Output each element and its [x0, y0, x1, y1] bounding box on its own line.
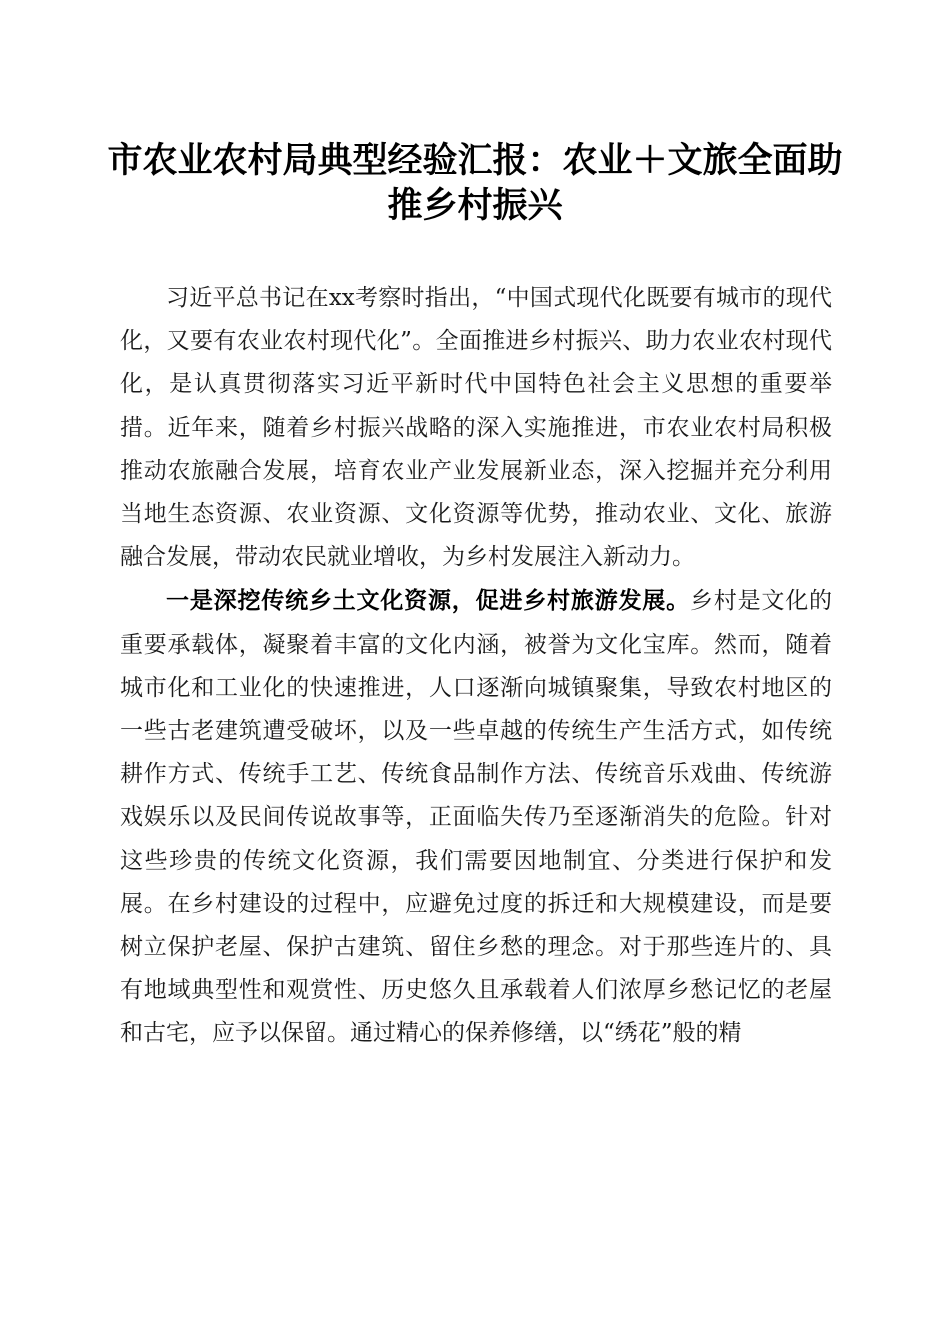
document-body: [120, 276, 832, 1056]
document-title: 市农业农村局典型经验汇报：农业＋文旅全面助推乡村振兴: [107, 140, 843, 226]
paragraph-lead: 一是深挖传统乡土文化资源，促进乡村旅游发展。: [166, 587, 690, 615]
paragraph-text: 乡村是文化的重要承载体，凝聚着丰富的文化内涵，被誉为文化宝库。然而，随着城市化和工业化的快速推进，人口逐渐向城镇聚集，导致农村地区的一些古老建筑遭受破坏，以及一些卓越的传统生产生活方式，如传统耕作方式、传统手工艺、传统食品制作方法、传统音乐戏曲、传统游戏娱乐以及民间传说故事等，正面临失传乃至逐渐消失的危险。针对这些珍贵的传统文化资源，我们需要因地制宜、分类进行保护和发展。在乡村建设的过程中，应避免过度的拆迁和大规模建设，而是要树立保护老屋、保护古建筑、留住乡愁的理念。对于那些连片的、具有地域典型性和观赏性、历史悠久且承载着人们浓厚乡愁记忆的老屋和古宅，应予以保留。通过精心的保养修缮，以“绣花”般的精: [120, 588, 833, 1047]
paragraph-text: 习近平总书记在xx考察时指出，“中国式现代化既要有城市的现代化，又要有农业农村现代化”。全面推进乡村振兴、助力农业农村现代化，是认真贯彻落实习近平新时代中国特色社会主义思想的重要举措。近年来，随着乡村振兴战略的深入实施推进，市农业农村局积极推动农旅融合发展，培育农业产业发展新业态，深入挖掘并充分利用当地生态资源、农业资源、文化资源等优势，推动农业、文化、旅游融合发展，带动农民就业增收，为乡村发展注入新动力。: [120, 285, 832, 571]
paragraph-point-one: [120, 579, 832, 1055]
paragraph-intro: [120, 276, 832, 579]
